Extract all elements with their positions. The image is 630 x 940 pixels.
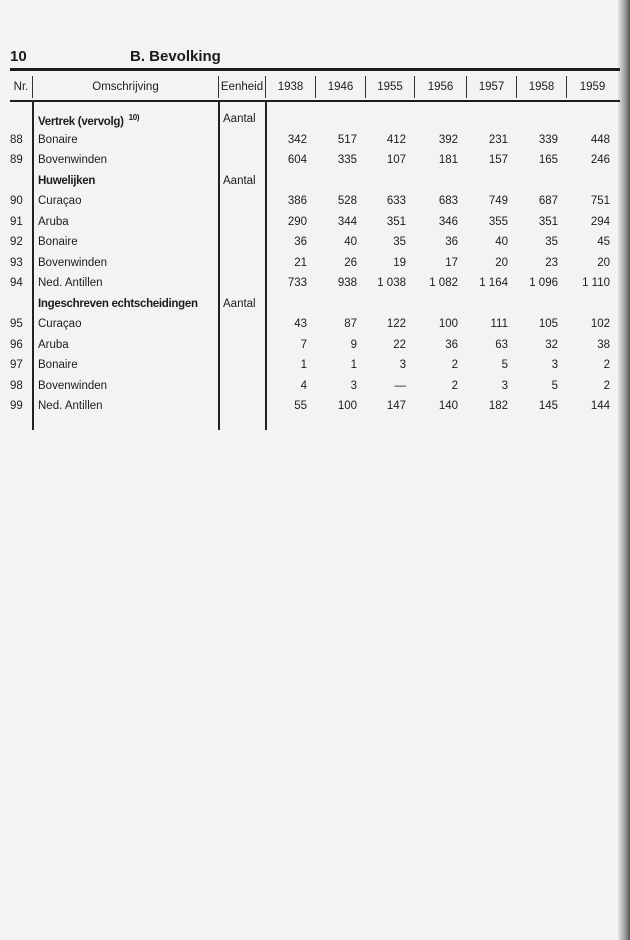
cell-value-1956: 683 (438, 195, 458, 207)
cell-value-1957: 157 (488, 154, 508, 166)
page-binding-edge (618, 0, 630, 940)
cell-value-1955: 35 (393, 236, 406, 248)
cell-value-1959: 246 (590, 154, 610, 166)
column-header: 1958 (516, 76, 566, 98)
cell-value-1955: 1 038 (377, 277, 406, 289)
cell-value-1958: 5 (551, 379, 558, 392)
cell-value-1959: 751 (590, 195, 610, 207)
row-number: 98 (10, 379, 23, 392)
cell-value-1958: 145 (538, 400, 558, 412)
column-header: 1959 (566, 76, 618, 98)
section-title: B. Bevolking (130, 48, 221, 65)
cell-value-1956: 346 (438, 215, 458, 228)
cell-value-1946: 40 (344, 236, 357, 248)
row-label-text: Ned. Antillen (38, 277, 103, 289)
row-number: 89 (10, 154, 23, 166)
table-row (10, 336, 618, 356)
cell-value-1956: 392 (438, 133, 458, 146)
cell-value-1946: 528 (337, 195, 357, 207)
cell-value-1958: 23 (545, 256, 558, 269)
cell-value-1955: 22 (393, 338, 406, 351)
row-label (38, 216, 69, 228)
cell-value-1957: 3 (501, 379, 508, 392)
cell-value-1958: 339 (538, 133, 558, 146)
cell-value-1957: 63 (495, 338, 508, 351)
table-row (10, 356, 618, 376)
cell-value-1957: 20 (495, 256, 508, 269)
cell-value-1938: 21 (294, 256, 307, 269)
row-label-text: Curaçao (38, 195, 82, 207)
cell-value-1959: 38 (597, 338, 610, 351)
table-row (10, 397, 618, 417)
row-number: 94 (10, 277, 23, 289)
cell-value-1955: 122 (386, 318, 406, 330)
cell-value-1957: 1 164 (479, 277, 508, 289)
cell-value-1956: 181 (438, 154, 458, 166)
row-label-text: Aruba (38, 215, 69, 228)
row-label (38, 175, 95, 187)
row-number: 88 (10, 133, 23, 146)
row-label-text: Bonaire (38, 236, 78, 248)
cell-value-1958: 35 (545, 236, 558, 248)
cell-value-1958: 1 096 (529, 277, 558, 289)
row-label-text: Aruba (38, 338, 69, 351)
row-number: 95 (10, 318, 23, 330)
cell-value-1958: 351 (538, 215, 558, 228)
cell-value-1958: 3 (551, 359, 558, 371)
cell-value-1958: 687 (538, 195, 558, 207)
cell-value-1946: 344 (337, 215, 357, 228)
column-header: 1946 (315, 76, 365, 98)
row-label (38, 359, 78, 371)
row-label (38, 113, 139, 128)
cell-value-1938: 43 (294, 318, 307, 330)
cell-value-1957: 749 (488, 195, 508, 207)
cell-value-1955: 107 (386, 154, 406, 166)
cell-value-1958: 105 (538, 318, 558, 330)
table-row (10, 151, 618, 171)
row-label-text: Huwelijken (38, 174, 96, 187)
column-header: 1957 (466, 76, 516, 98)
row-number: 90 (10, 195, 23, 207)
cell-value-1946: 87 (344, 318, 357, 330)
cell-value-1938: 1 (300, 359, 307, 371)
table-row (10, 131, 618, 151)
row-label (38, 380, 107, 392)
cell-value-1956: 1 082 (429, 277, 458, 289)
cell-value-1946: 1 (350, 359, 357, 371)
row-label (38, 195, 81, 207)
cell-value-1946: 3 (350, 379, 357, 392)
cell-value-1938: 733 (287, 277, 307, 289)
cell-value-1955: 351 (386, 215, 406, 228)
row-unit: Aantal (223, 174, 256, 187)
cell-value-1946: 938 (337, 277, 357, 289)
cell-value-1946: 100 (337, 400, 357, 412)
row-label-text: Ingeschreven echtscheidingen (38, 297, 198, 310)
page-number: 10 (10, 48, 27, 65)
table-row (10, 233, 618, 253)
cell-value-1956: 140 (438, 400, 458, 412)
column-header: Eenheid (218, 76, 265, 98)
row-unit: Aantal (223, 297, 256, 310)
cell-value-1956: 2 (451, 359, 458, 371)
cell-value-1958: 32 (545, 338, 558, 351)
row-label (38, 298, 198, 310)
cell-value-1956: 17 (445, 256, 458, 269)
row-label (38, 318, 81, 330)
row-label (38, 236, 78, 248)
table-row (10, 172, 618, 192)
cell-value-1958: 165 (538, 154, 558, 166)
column-header: 1955 (365, 76, 414, 98)
row-label (38, 154, 107, 166)
cell-value-1959: 102 (590, 318, 610, 330)
table-row (10, 315, 618, 335)
cell-value-1946: 517 (337, 133, 357, 146)
row-label-text: Ned. Antillen (38, 400, 103, 412)
cell-value-1957: 182 (488, 400, 508, 412)
row-label (38, 339, 69, 351)
row-label-text: Bonaire (38, 133, 78, 146)
cell-value-1955: 412 (386, 133, 406, 146)
cell-value-1955: 633 (386, 195, 406, 207)
cell-value-1959: 144 (590, 400, 610, 412)
row-label-text: Bovenwinden (38, 256, 108, 269)
row-unit: Aantal (223, 113, 256, 125)
row-number: 97 (10, 359, 23, 371)
footnote-ref: 10) (128, 113, 140, 122)
cell-value-1959: 45 (597, 236, 610, 248)
cell-value-1957: 5 (501, 359, 508, 371)
row-number: 96 (10, 338, 23, 351)
row-label (38, 257, 107, 269)
cell-value-1938: 55 (294, 400, 307, 412)
row-label-text: Bovenwinden (38, 154, 108, 166)
cell-value-1946: 26 (344, 256, 357, 269)
row-label (38, 277, 103, 289)
row-label-text: Vertrek (vervolg) (38, 115, 127, 128)
table-row (10, 254, 618, 274)
table-row (10, 110, 618, 130)
cell-value-1959: 294 (590, 215, 610, 228)
table-row (10, 377, 618, 397)
row-label-text: Bovenwinden (38, 379, 108, 392)
cell-value-1955: 19 (393, 256, 406, 269)
cell-value-1955: 147 (386, 400, 406, 412)
cell-value-1938: 386 (287, 195, 307, 207)
row-label (38, 400, 103, 412)
cell-value-1938: 342 (287, 133, 307, 146)
row-label-text: Curaçao (38, 318, 82, 330)
cell-value-1956: 36 (445, 236, 458, 248)
column-header: Omschrijving (32, 76, 218, 98)
table-row (10, 192, 618, 212)
cell-value-1938: 604 (287, 154, 307, 166)
cell-value-1955: 3 (399, 359, 406, 371)
row-number: 93 (10, 256, 23, 269)
cell-value-1959: 2 (603, 379, 610, 392)
cell-value-1957: 355 (488, 215, 508, 228)
cell-value-1938: 290 (287, 215, 307, 228)
header-rule (10, 100, 620, 102)
cell-value-1938: 4 (300, 379, 307, 392)
cell-value-1959: 20 (597, 256, 610, 269)
top-rule (10, 68, 620, 71)
row-label (38, 134, 78, 146)
cell-value-1956: 100 (438, 318, 458, 330)
cell-value-1946: 9 (350, 338, 357, 351)
row-number: 99 (10, 400, 23, 412)
cell-value-1956: 36 (445, 338, 458, 351)
cell-value-1955: — (394, 379, 406, 392)
cell-value-1956: 2 (451, 379, 458, 392)
cell-value-1959: 448 (590, 133, 610, 146)
column-header: Nr. (13, 81, 29, 93)
column-header: 1956 (414, 76, 466, 98)
cell-value-1957: 231 (488, 133, 508, 146)
column-header: 1938 (265, 76, 315, 98)
cell-value-1938: 7 (300, 338, 307, 351)
row-label-text: Bonaire (38, 359, 78, 371)
table-row (10, 274, 618, 294)
cell-value-1959: 1 110 (582, 277, 610, 289)
cell-value-1959: 2 (603, 359, 610, 371)
table-row (10, 213, 618, 233)
row-number: 92 (10, 236, 23, 248)
cell-value-1938: 36 (294, 236, 307, 248)
cell-value-1957: 40 (495, 236, 508, 248)
cell-value-1957: 111 (490, 318, 508, 330)
table-row (10, 295, 618, 315)
row-number: 91 (10, 215, 23, 228)
cell-value-1946: 335 (337, 154, 357, 166)
